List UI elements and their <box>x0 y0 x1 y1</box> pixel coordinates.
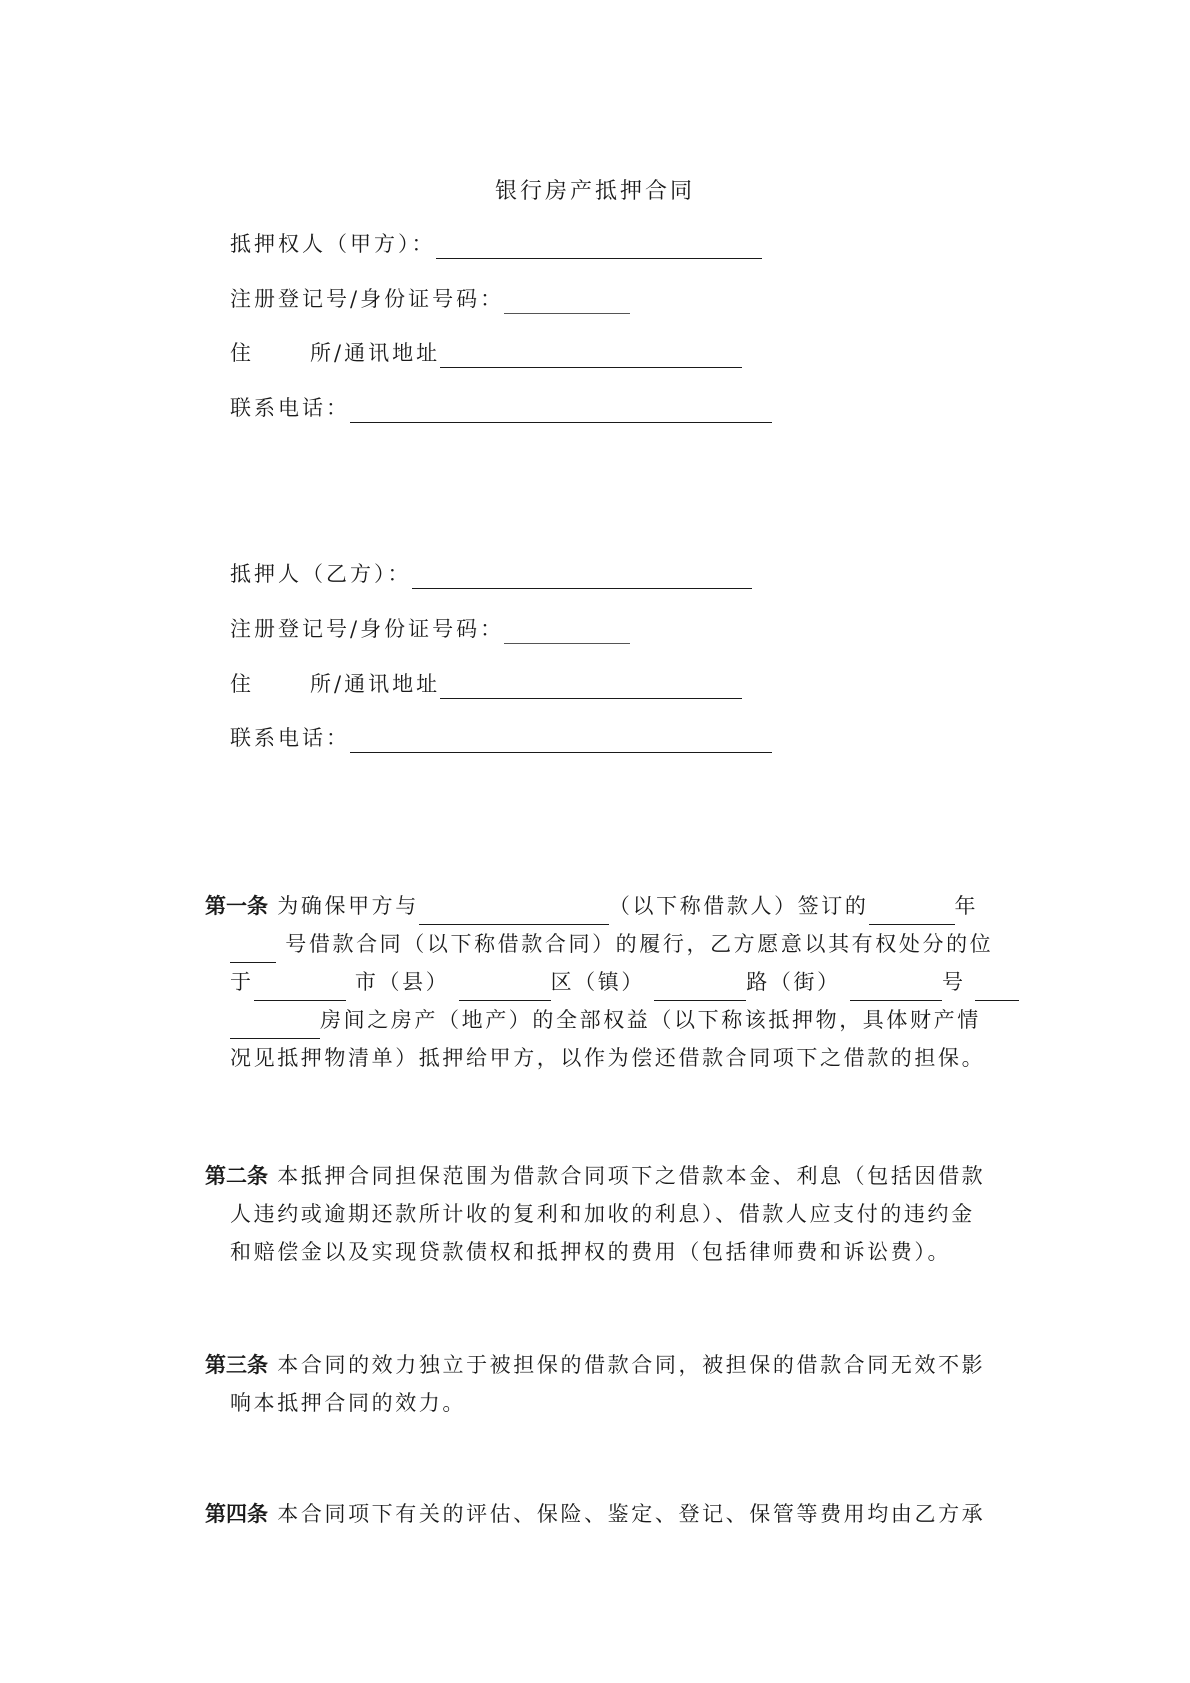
article-1-text: 号 <box>941 970 966 994</box>
party-a-name-row <box>230 229 762 259</box>
room-blank[interactable] <box>230 1012 320 1039</box>
party-a-phone-row <box>230 393 772 423</box>
article-1-text: 号借款合同（以下称借款合同）的履行，乙方愿意以其有权处分的位 <box>285 932 994 956</box>
party-a-name-label: 抵押权人（甲方）： <box>230 232 436 256</box>
party-b-name-label: 抵押人（乙方）： <box>230 562 412 586</box>
article-2-heading: 第二条 <box>205 1164 268 1188</box>
party-b-address-label-1: 住 <box>230 672 254 696</box>
party-a-phone-label: 联系电话： <box>230 396 350 420</box>
party-b-address-row <box>230 669 742 699</box>
party-a-phone-field[interactable] <box>350 398 772 423</box>
article-2-text: 和赔偿金以及实现贷款债权和抵押权的费用（包括律师费和诉讼费）。 <box>230 1240 952 1264</box>
contract-year-blank[interactable] <box>869 898 955 925</box>
house-number-blank[interactable] <box>850 974 942 1001</box>
article-2-text: 本抵押合同担保范围为借款合同项下之借款本金、利息（包括因借款 <box>277 1164 986 1188</box>
article-4 <box>205 1495 1015 1533</box>
article-1-text: 于 <box>230 970 254 994</box>
article-1-text: 区（镇） <box>550 970 645 994</box>
building-blank[interactable] <box>975 974 1019 1001</box>
road-blank[interactable] <box>654 974 746 1001</box>
party-a-reg-row <box>230 284 630 314</box>
party-b-name-field[interactable] <box>412 564 752 589</box>
party-a-name-field[interactable] <box>436 234 762 259</box>
party-b-phone-row <box>230 723 772 753</box>
city-blank[interactable] <box>254 974 346 1001</box>
article-1-text: 年 <box>954 894 979 918</box>
article-2-text: 人违约或逾期还款所计收的复利和加收的利息）、借款人应支付的违约金 <box>230 1202 975 1226</box>
article-3 <box>205 1346 1015 1422</box>
district-blank[interactable] <box>459 974 551 1001</box>
party-a-address-label-1: 住 <box>230 341 254 365</box>
party-b-phone-label: 联系电话： <box>230 726 350 750</box>
article-3-text: 本合同的效力独立于被担保的借款合同，被担保的借款合同无效不影 <box>277 1353 986 1377</box>
party-a-reg-label: 注册登记号/身份证号码： <box>230 287 505 311</box>
article-1-heading: 第一条 <box>205 894 268 918</box>
article-2 <box>205 1157 1015 1271</box>
article-1-text: 为确保甲方与 <box>277 894 419 918</box>
party-b-address-label-2: 所/通讯地址 <box>310 672 441 696</box>
article-4-heading: 第四条 <box>205 1502 268 1526</box>
party-a-address-field[interactable] <box>440 343 742 368</box>
document-title: 银行房产抵押合同 <box>494 179 695 204</box>
party-a-address-row <box>230 338 742 368</box>
party-b-reg-field[interactable] <box>504 619 630 644</box>
article-3-heading: 第三条 <box>205 1353 268 1377</box>
article-4-text: 本合同项下有关的评估、保险、鉴定、登记、保管等费用均由乙方承 <box>277 1502 986 1526</box>
article-3-text: 响本抵押合同的效力。 <box>230 1391 466 1415</box>
party-a-reg-field[interactable] <box>504 289 630 314</box>
party-b-reg-row <box>230 614 630 644</box>
party-b-phone-field[interactable] <box>350 728 772 753</box>
contract-number-blank[interactable] <box>230 936 276 963</box>
article-1 <box>205 887 1015 1077</box>
article-1-text: （以下称借款人）签订的 <box>608 894 869 918</box>
article-1-text: 路（街） <box>746 970 841 994</box>
article-1-text: 房间之房产（地产）的全部权益（以下称该抵押物，具体财产情 <box>320 1008 981 1032</box>
party-b-address-field[interactable] <box>440 674 742 699</box>
party-a-address-label-2: 所/通讯地址 <box>310 341 441 365</box>
party-b-reg-label: 注册登记号/身份证号码： <box>230 617 505 641</box>
article-1-text: 况见抵押物清单）抵押给甲方，以作为偿还借款合同项下之借款的担保。 <box>230 1046 986 1070</box>
party-b-name-row <box>230 559 752 589</box>
borrower-blank[interactable] <box>419 898 609 925</box>
article-1-text: 市（县） <box>354 970 450 994</box>
